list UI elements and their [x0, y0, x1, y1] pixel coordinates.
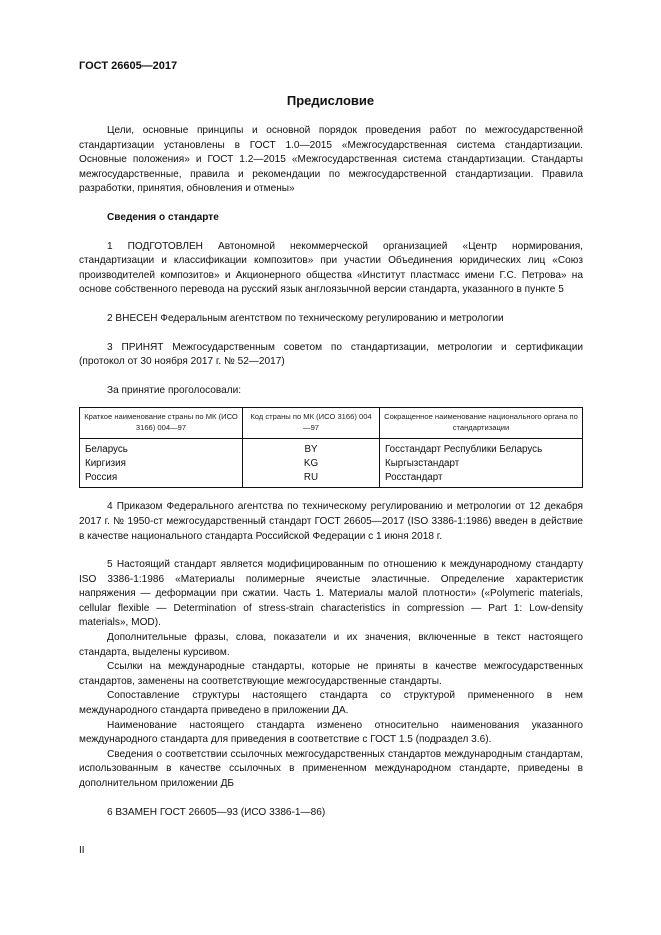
- item-4-paragraph: 4 Приказом Федерального агентства по техническому регулированию и метрологии от 12 декабря 2017 г. № 1950-ст межгосударственный стандарт ГОСТ 26605—2017 (ISO 3386-1:1986) введен в действие в качестве национального стандарта Российской Федерации с 1 июня 2018 г.: [79, 501, 583, 542]
- item-5-paragraph: 5 Настоящий стандарт является модифицированным по отношению к международному стандарту ISO 3386-1:1986 «Материалы полимерные ячеистые эластичные. Определение характеристик напряжения — деформации при сжатии. Часть 1. Материалы малой плотности» («Polymeric materials, cellular flexible — Determination of stress-strain characteristics in compression — Part 1: Low-density materials», MOD).: [79, 559, 583, 629]
- header-code: Код страны по МК (ИСО 3166) 004—97: [243, 408, 380, 439]
- table-header-row: [80, 408, 583, 439]
- country-cell: Россия: [80, 470, 243, 488]
- doc-id-header: ГОСТ 26605—2017: [79, 60, 178, 72]
- country-cell: Беларусь: [80, 439, 243, 457]
- body-cell: Кыргызстандарт: [380, 456, 583, 470]
- header-standards-body: Сокращенное наименование национального органа по стандартизации: [380, 408, 583, 439]
- code-cell: KG: [243, 456, 380, 470]
- item-5-references: Ссылки на международные стандарты, которые не приняты в качестве межгосударственных стандартов, заменены на соответствующие межгосударственные стандарты.: [79, 661, 583, 687]
- item-5-reference-correspondence: Сведения о соответствии ссылочных межгосударственных стандартов международным стандартам, использованным в качестве ссылочных в примененном международном стандарте, приведены в дополнительном приложении ДБ: [79, 748, 583, 789]
- item-3-paragraph: 3 ПРИНЯТ Межгосударственным советом по стандартизации, метрологии и сертификации (протокол от 30 ноября 2017 г. № 52—2017): [79, 341, 583, 368]
- voted-label: За принятие проголосовали:: [107, 384, 242, 396]
- document-body: [79, 124, 583, 820]
- code-cell: BY: [243, 439, 380, 457]
- item-5-name-change: Наименование настоящего стандарта изменено относительно наименования указанного международного стандарта для приведения в соответствие с ГОСТ 1.5 (подраздел 3.6).: [79, 719, 583, 746]
- item-5-structure-comparison: Сопоставление структуры настоящего стандарта со структурой примененного в нем международного стандарта приведено в приложении ДА.: [79, 690, 583, 717]
- intro-paragraph: Цели, основные принципы и основной порядок проведения работ по межгосударственной стандартизации установлены в ГОСТ 1.0—2015 «Межгосударственная система стандартизации. Основные положения» и ГОСТ 1.2—2015 «Межгосударственная система стандартизации. Стандарты межгосударственные, правила и рекомендации по межгосударственной стандартизации. Правила разработки, принятия, обновления и отмены»: [79, 125, 583, 195]
- item-6-paragraph: 6 ВЗАМЕН ГОСТ 26605—93 (ИСО 3386-1—86): [107, 806, 326, 818]
- body-cell: Госстандарт Республики Беларусь: [380, 439, 583, 457]
- item-2-paragraph: 2 ВНЕСЕН Федеральным агентством по техническому регулированию и метрологии: [107, 312, 504, 324]
- code-cell: RU: [243, 470, 380, 488]
- header-country: Краткое наименование страны по МК (ИСО 3166) 004—97: [80, 408, 243, 439]
- page-title: Предисловие: [286, 93, 375, 108]
- member-states-table: [79, 407, 583, 488]
- body-cell: Росстандарт: [380, 470, 583, 488]
- item-1-paragraph: 1 ПОДГОТОВЛЕН Автономной некоммерческой организацией «Центр нормирования, стандартизации и классификации композитов» при участии Объединения юридических лиц «Союз производителей композитов» и Акционерного общества «Институт пластмасс имени Г.С. Петрова» на основе собственного перевода на русский язык англоязычной версии стандарта, указанного в пункте 5: [79, 240, 583, 296]
- page-number: II: [79, 845, 85, 856]
- info-heading: Сведения о стандарте: [107, 211, 219, 223]
- table-row: [80, 456, 583, 470]
- country-cell: Киргизия: [80, 456, 243, 470]
- table-row: [80, 470, 583, 488]
- table-row: [80, 439, 583, 457]
- item-5-additional-phrases: Дополнительные фразы, слова, показатели и их значения, включенные в текст настоящего стандарта, выделены курсивом.: [79, 632, 583, 658]
